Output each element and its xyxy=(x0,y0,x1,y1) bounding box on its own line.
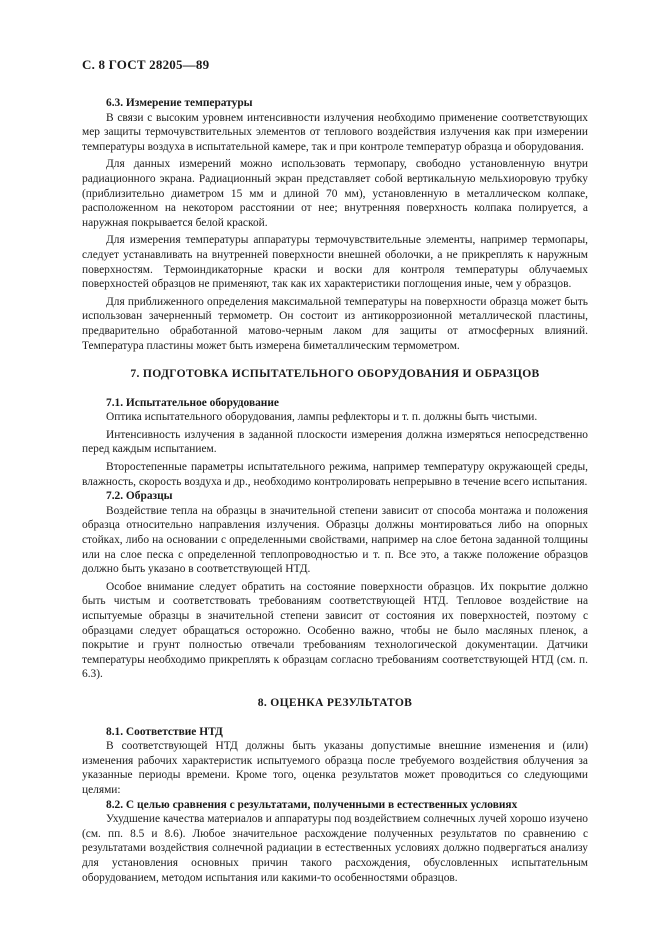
section-7-2-heading: 7.2. Образцы xyxy=(106,490,173,503)
section-7-2-paragraph-2: Особое внимание следует обратить на состояние поверхности образцов. Их покрытие должно быть чистым и соответствовать требованиям соответствующей НТД. Тепловое воздействие на испытуемые образцы в значительной степени зависит от состояния их поверхностей, поэтому с образцами следует обращаться осторожно. Особенно важно, чтобы не было масляных пленок, а покрытие и грунт полностью отвечали требованиям технологической документации. Датчики температуры необходимо прикреплять к образцам согласно требованиям соответствующей НТД (см. п. 6.3). xyxy=(82,580,588,681)
section-6-3-paragraph-4: Для приближенного определения максимальной температуры на поверхности образца может быть использован зачерненный термометр. Он состоит из антикоррозионной металлической пластины, предварительно обработанной матово-черным лаком для защиты от атмосферных влияний. Температура пластины может быть измерена биметаллическим термометром. xyxy=(82,295,588,352)
section-6-3-paragraph-1: В связи с высоким уровнем интенсивности излучения необходимо применение соответствующих мер защиты термочувствительных элементов от теплового воздействия излучения как при измерении температуры воздуха в испытательной камере, так и при контроле температур образца и оборудования. xyxy=(82,111,588,153)
section-6-3-paragraph-2: Для данных измерений можно использовать термопару, свободно установленную внутри радиационного экрана. Радиационный экран представляет собой вертикальную мельхиоровую трубку (приблизительно диаметром 15 мм и длиной 70 мм), установленную в металлическом колпаке, расположенном на некотором расстоянии от нее; внутренняя поверхность колпака полируется, а наружная покрывается белой краской. xyxy=(82,158,588,229)
section-8-2-heading: 8.2. С целью сравнения с результатами, полученными в естественных условиях xyxy=(106,798,518,811)
section-6-3-heading: 6.3. Измерение температуры xyxy=(106,97,253,109)
section-8-1-paragraph-1: В соответствующей НТД должны быть указаны допустимые внешние изменения и (или) изменения рабочих характеристик испытуемого образца после требуемого воздействия облучения за указанные периоды времени. Кроме того, оценка результатов может проводиться со следующими целями: xyxy=(82,740,588,796)
section-7-title: 7. ПОДГОТОВКА ИСПЫТАТЕЛЬНОГО ОБОРУДОВАНИЯ И ОБРАЗЦОВ xyxy=(130,367,540,381)
section-7-1-paragraph-2: Интенсивность излучения в заданной плоскости измерения должна измеряться непосредственно перед каждым испытанием. xyxy=(82,428,588,456)
section-7-1-paragraph-3: Второстепенные параметры испытательного режима, например температуру окружающей среды, влажность, скорость воздуха и др., необходимо контролировать непрерывно в течение всего испытания. xyxy=(82,461,588,488)
section-8-1-heading: 8.1. Соответствие НТД xyxy=(106,725,223,738)
section-7-1-heading: 7.1. Испытательное оборудование xyxy=(106,396,279,409)
section-7-1-paragraph-1: Оптика испытательного оборудования, лампы рефлекторы и т. п. должны быть чистыми. xyxy=(106,411,538,424)
section-8-title: 8. ОЦЕНКА РЕЗУЛЬТАТОВ xyxy=(257,695,413,709)
page-header: С. 8 ГОСТ 28205—89 xyxy=(82,57,210,72)
section-8-2-paragraph-1: Ухудшение качества материалов и аппаратуры под воздействием солнечных лучей хорошо изучено (см. пп. 8.5 и 8.6). Любое значительное расхождение полученных результатов по сравнению с результатами воздействия солнечной радиации в естественных условиях должно подвергаться анализу для установления основных причин такого расхождения, обусловленных испытательным оборудованием, методом испытания или какими-то особенностями образцов. xyxy=(82,813,588,884)
section-6-3-paragraph-3: Для измерения температуры аппаратуры термочувствительные элементы, например термопары, следует устанавливать на внутренней поверхности внешней оболочки, а не прикреплять к наружным поверхностям. Термоиндикаторные краски и воски для контроля температуры облучаемых поверхностей образцов не применяют, так как их характеристики поглощения иные, чем у образцов. xyxy=(82,234,588,291)
page-content xyxy=(82,96,588,885)
section-7-2-paragraph-1: Воздействие тепла на образцы в значительной степени зависит от способа монтажа и положения образца относительно направления излучения. Образцы должны монтироваться либо на опорных стойках, либо на основании с определенными свойствами, например на слое бетона заданной толщины или на слое песка с определенной теплопроводностью и т. п. Все это, а также положение образцов должно быть указано в соответствующей НТД. xyxy=(82,504,588,576)
